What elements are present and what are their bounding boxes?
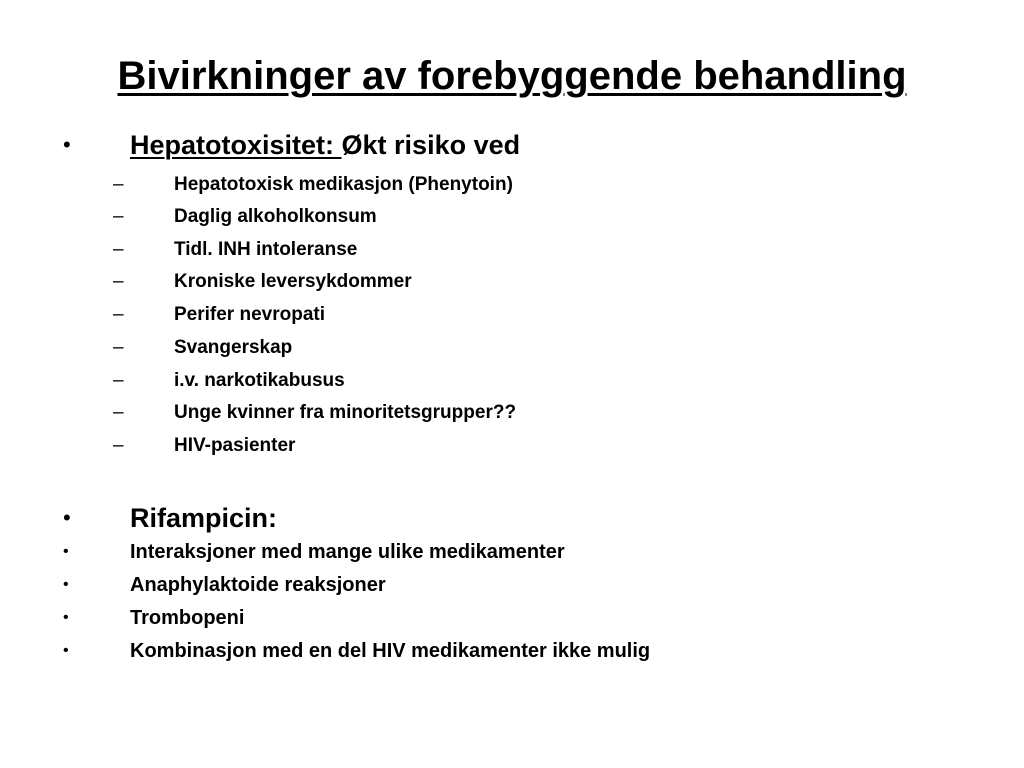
hepatotoxicity-heading-underlined: Hepatotoxisitet: — [130, 130, 342, 160]
list-item: Daglig alkoholkonsum — [174, 206, 377, 227]
list-item: Perifer nevropati — [174, 304, 325, 325]
list-item: Svangerskap — [174, 337, 293, 358]
hepatotoxicity-heading-rest: Økt risiko ved — [341, 130, 521, 160]
bullet-marker: • — [63, 576, 69, 593]
hepatotoxicity-heading — [130, 130, 520, 160]
dash-marker: – — [113, 370, 124, 391]
bullet-marker: • — [63, 543, 69, 560]
list-item: Anaphylaktoide reaksjoner — [130, 574, 386, 596]
dash-marker: – — [113, 206, 124, 227]
list-item: Hepatotoxisk medikasjon (Phenytoin) — [174, 174, 513, 195]
dash-marker: – — [113, 304, 124, 325]
dash-marker: – — [113, 239, 124, 260]
dash-marker: – — [113, 402, 124, 423]
dash-marker: – — [113, 271, 124, 292]
list-item: Trombopeni — [130, 607, 245, 629]
bullet-marker: • — [63, 642, 69, 659]
list-item: Kroniske leversykdommer — [174, 271, 412, 292]
list-item: HIV-pasienter — [174, 435, 296, 456]
list-item: i.v. narkotikabusus — [174, 370, 345, 391]
bullet-marker: • — [63, 505, 71, 530]
list-item: Interaksjoner med mange ulike medikamenter — [130, 541, 565, 563]
list-item: Tidl. INH intoleranse — [174, 239, 358, 260]
slide-title: Bivirkninger av forebyggende behandling — [117, 54, 907, 98]
bullet-marker: • — [63, 609, 69, 626]
dash-marker: – — [113, 174, 124, 195]
dash-marker: – — [113, 337, 124, 358]
list-item: Unge kvinner fra minoritetsgrupper?? — [174, 402, 517, 423]
dash-marker: – — [113, 435, 124, 456]
bullet-marker: • — [63, 132, 71, 157]
rifampicin-heading: Rifampicin: — [130, 503, 278, 533]
list-item: Kombinasjon med en del HIV medikamenter ikke mulig — [130, 640, 651, 662]
